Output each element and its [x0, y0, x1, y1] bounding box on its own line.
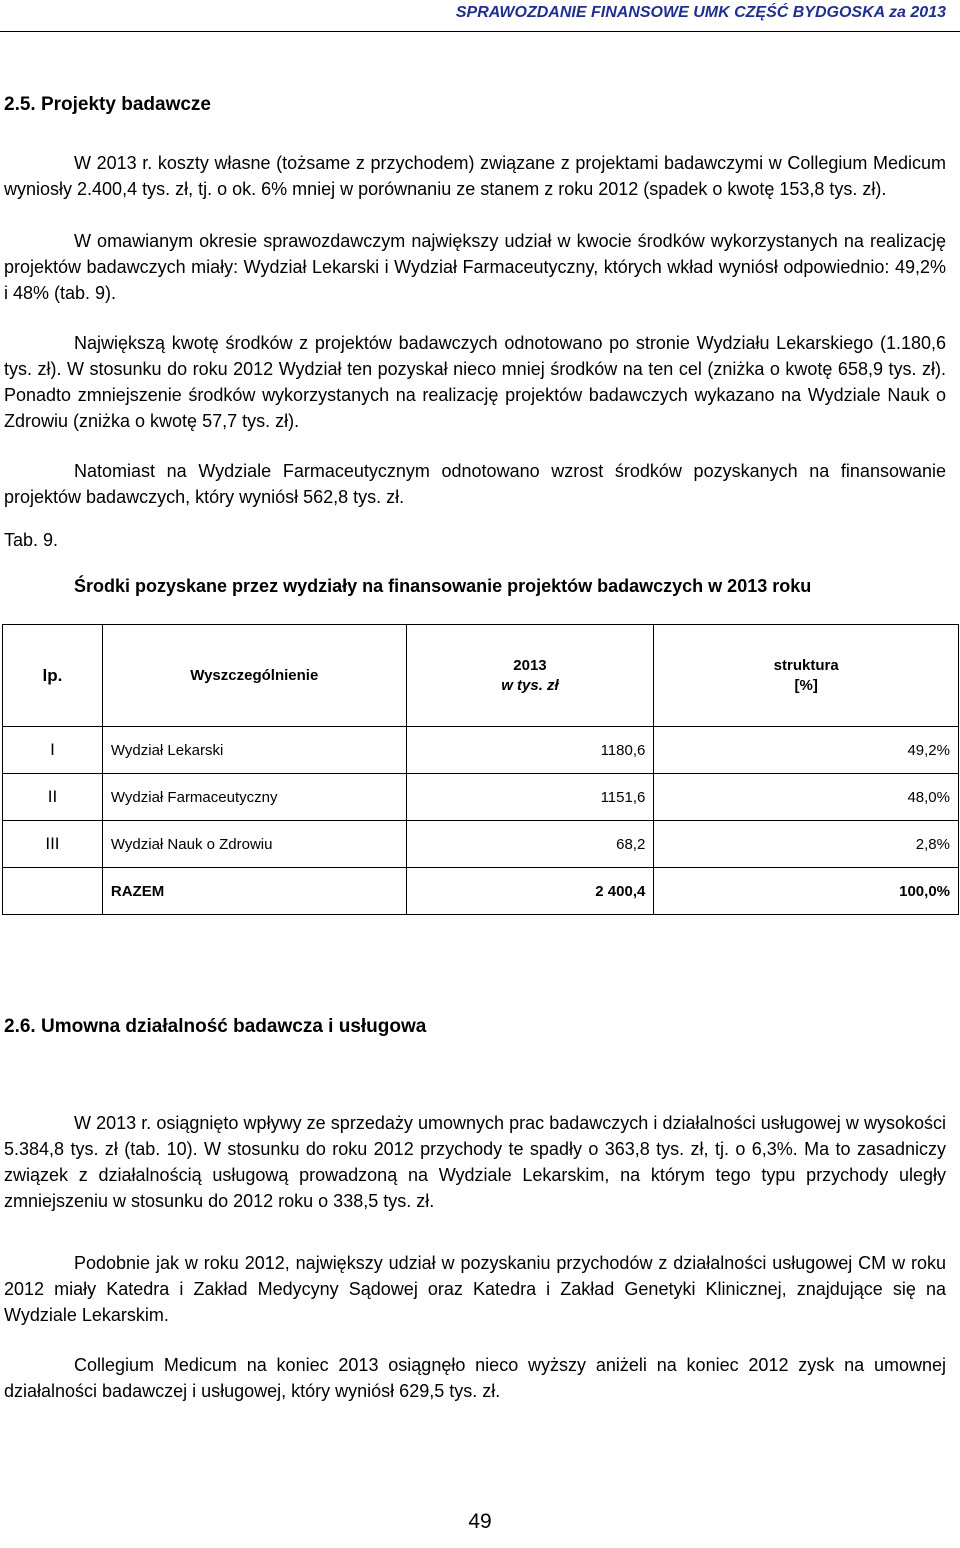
- table-row: II Wydział Farmaceutyczny 1151,6 48,0%: [3, 774, 959, 821]
- paragraph: Największą kwotę środków z projektów badawczych odnotowano po stronie Wydziału Lekarskiego (1.180,6 tys. zł). W stosunku do roku 2012 Wydział ten pozyskał nieco mniej środków na ten cel (zniżka o kwotę 658,9 tys. zł). Ponadto zmniejszenie środków wykorzystanych na realizację projektów badawczych wykazano na Wydziale Nauk o Zdrowiu (zniżka o kwotę 57,7 tys. zł).: [4, 333, 946, 431]
- header-structure: struktura [%]: [654, 625, 959, 727]
- page-number: 49: [468, 1510, 492, 1533]
- paragraph: W omawianym okresie sprawozdawczym największy udział w kwocie środków wykorzystanych na realizację projektów badawczych miały: Wydział Lekarski i Wydział Farmaceutyczny, których wkład wyniósł odpowiednio: 49,2% i 48% (tab. 9).: [4, 231, 946, 303]
- research-funding-table: [2, 624, 959, 915]
- section-title-research-projects: 2.5. Projekty badawcze: [4, 94, 211, 115]
- table-total-row: RAZEM 2 400,4 100,0%: [3, 868, 959, 915]
- table-caption: Środki pozyskane przez wydziały na finansowanie projektów badawczych w 2013 roku: [74, 576, 812, 596]
- header-lp: lp.: [3, 625, 103, 727]
- header-year: 2013 w tys. zł: [406, 625, 654, 727]
- paragraph: Natomiast na Wydziale Farmaceutycznym odnotowano wzrost środków pozyskanych na finansowanie projektów badawczych, który wyniósł 562,8 tys. zł.: [4, 461, 946, 507]
- header-divider: [0, 31, 960, 32]
- table-header-row: [3, 625, 959, 727]
- table-row: III Wydział Nauk o Zdrowiu 68,2 2,8%: [3, 821, 959, 868]
- paragraph: W 2013 r. osiągnięto wpływy ze sprzedaży umownych prac badawczych i działalności usługowej w wysokości 5.384,8 tys. zł (tab. 10). W stosunku do roku 2012 przychody te spadły o 363,8 tys. zł, tj. o 6,3%. Ma to zasadniczy związek z działalnością usługową prowadzoną na Wydziale Lekarskim, na którym tego typu przychody uległy zmniejszeniu w stosunku do 2012 roku o 338,5 tys. zł.: [4, 1113, 946, 1211]
- paragraph: W 2013 r. koszty własne (tożsame z przychodem) związane z projektami badawczymi w Collegium Medicum wyniosły 2.400,4 tys. zł, tj. o ok. 6% mniej w porównaniu ze stanem z roku 2012 (spadek o kwotę 153,8 tys. zł).: [4, 153, 946, 199]
- table-row: I Wydział Lekarski 1180,6 49,2%: [3, 727, 959, 774]
- report-header: SPRAWOZDANIE FINANSOWE UMK CZĘŚĆ BYDGOSKA za 2013: [455, 4, 946, 21]
- paragraph: Podobnie jak w roku 2012, największy udział w pozyskaniu przychodów z działalności usługowej CM w roku 2012 miały Katedra i Zakład Medycyny Sądowej oraz Katedra i Zakład Genetyki Klinicznej, znajdujące się na Wydziale Lekarskim.: [4, 1253, 946, 1325]
- table-label: Tab. 9.: [4, 530, 59, 550]
- header-description: Wyszczególnienie: [102, 625, 406, 727]
- section-title-contract-research: 2.6. Umowna działalność badawcza i usługowa: [4, 1016, 427, 1037]
- paragraph: Collegium Medicum na koniec 2013 osiągnęło nieco wyższy aniżeli na koniec 2012 zysk na umownej działalności badawczej i usługowej, który wyniósł 629,5 tys. zł.: [4, 1355, 946, 1401]
